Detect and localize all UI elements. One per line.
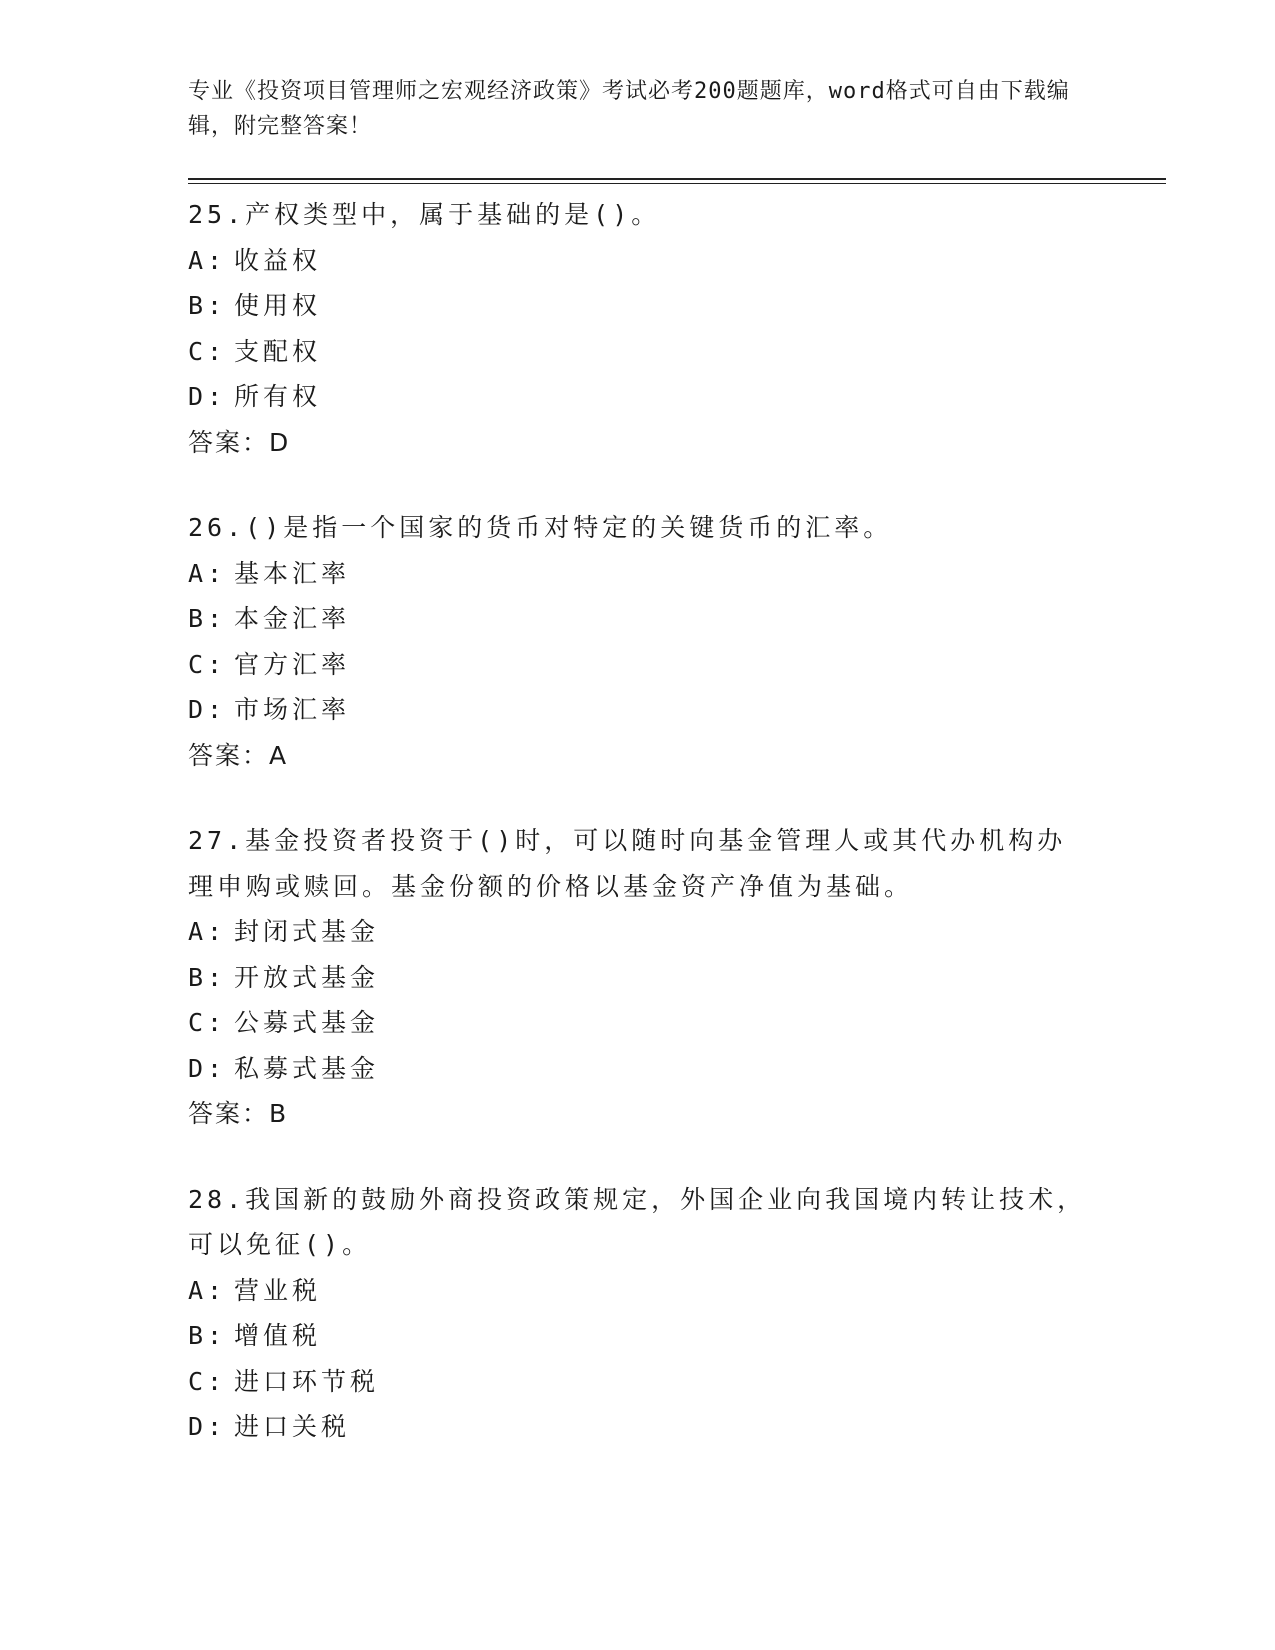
option-letter: D: — [188, 1053, 227, 1083]
question-text — [188, 192, 1088, 238]
question-stem: 产权类型中，属于基础的是()。 — [245, 200, 661, 229]
option-a — [188, 909, 1088, 955]
document-intro: 专业《投资项目管理师之宏观经济政策》考试必考200题题库，word格式可自由下载编辑，附完整答案！ — [188, 79, 1070, 139]
option-letter: D: — [188, 1412, 227, 1441]
option-a — [188, 1268, 1088, 1314]
option-text: 公募式基金 — [234, 1008, 380, 1037]
question-number: 28. — [188, 1184, 246, 1214]
option-letter: B: — [188, 1321, 227, 1350]
option-letter: A: — [188, 245, 227, 275]
question-27 — [188, 818, 1088, 1137]
option-text: 营业税 — [234, 1275, 322, 1305]
option-text: 私募式基金 — [234, 1053, 380, 1083]
question-25 — [188, 192, 1088, 465]
option-b — [188, 283, 1088, 329]
answer-line: 答案：B — [188, 1099, 289, 1128]
question-number: 25. — [188, 200, 246, 229]
question-text — [188, 505, 1088, 551]
option-text: 支配权 — [234, 336, 322, 366]
option-text: 本金汇率 — [234, 604, 351, 633]
option-text: 增值税 — [234, 1321, 322, 1350]
option-letter: A: — [188, 1275, 227, 1305]
question-stem: ()是指一个国家的货币对特定的关键货币的汇率。 — [245, 513, 893, 542]
question-26 — [188, 505, 1088, 778]
question-stem: 我国新的鼓励外商投资政策规定，外国企业向我国境内转让技术，可以免征()。 — [188, 1184, 1087, 1259]
question-stem: 基金投资者投资于()时，可以随时向基金管理人或其代办机构办理申购或赎回。基金份额的价格以基金资产净值为基础。 — [188, 826, 1067, 901]
option-c — [188, 1000, 1088, 1046]
option-b — [188, 955, 1088, 1001]
option-letter: B: — [188, 604, 227, 633]
option-text: 进口环节税 — [234, 1366, 380, 1396]
question-list — [188, 192, 1088, 1490]
option-text: 官方汇率 — [234, 649, 351, 679]
option-c — [188, 1359, 1088, 1405]
question-text — [188, 818, 1088, 909]
option-b — [188, 1313, 1088, 1359]
option-text: 使用权 — [234, 291, 322, 320]
option-letter: D: — [188, 382, 227, 411]
option-letter: C: — [188, 1366, 227, 1396]
option-a — [188, 238, 1088, 284]
option-text: 市场汇率 — [234, 695, 351, 724]
option-letter: C: — [188, 649, 227, 679]
option-text: 所有权 — [234, 382, 322, 411]
option-letter: B: — [188, 962, 227, 992]
question-text — [188, 1177, 1088, 1268]
option-b — [188, 596, 1088, 642]
option-letter: A: — [188, 917, 227, 946]
header-divider — [188, 178, 1166, 184]
option-text: 进口关税 — [234, 1412, 351, 1441]
option-c — [188, 642, 1088, 688]
option-letter: B: — [188, 291, 227, 320]
option-a — [188, 551, 1088, 597]
option-d — [188, 1046, 1088, 1092]
option-text: 基本汇率 — [234, 558, 351, 588]
option-text: 收益权 — [234, 245, 322, 275]
option-d — [188, 1404, 1088, 1450]
option-text: 封闭式基金 — [234, 917, 380, 946]
question-number: 26. — [188, 513, 246, 542]
question-number: 27. — [188, 826, 246, 855]
option-letter: D: — [188, 695, 227, 724]
option-d — [188, 374, 1088, 420]
option-d — [188, 687, 1088, 733]
option-letter: A: — [188, 558, 227, 588]
option-letter: C: — [188, 1008, 227, 1037]
answer-line: 答案：D — [188, 427, 291, 457]
option-c — [188, 329, 1088, 375]
question-28 — [188, 1177, 1088, 1450]
option-letter: C: — [188, 336, 227, 366]
answer-line: 答案：A — [188, 740, 289, 770]
option-text: 开放式基金 — [234, 962, 380, 992]
